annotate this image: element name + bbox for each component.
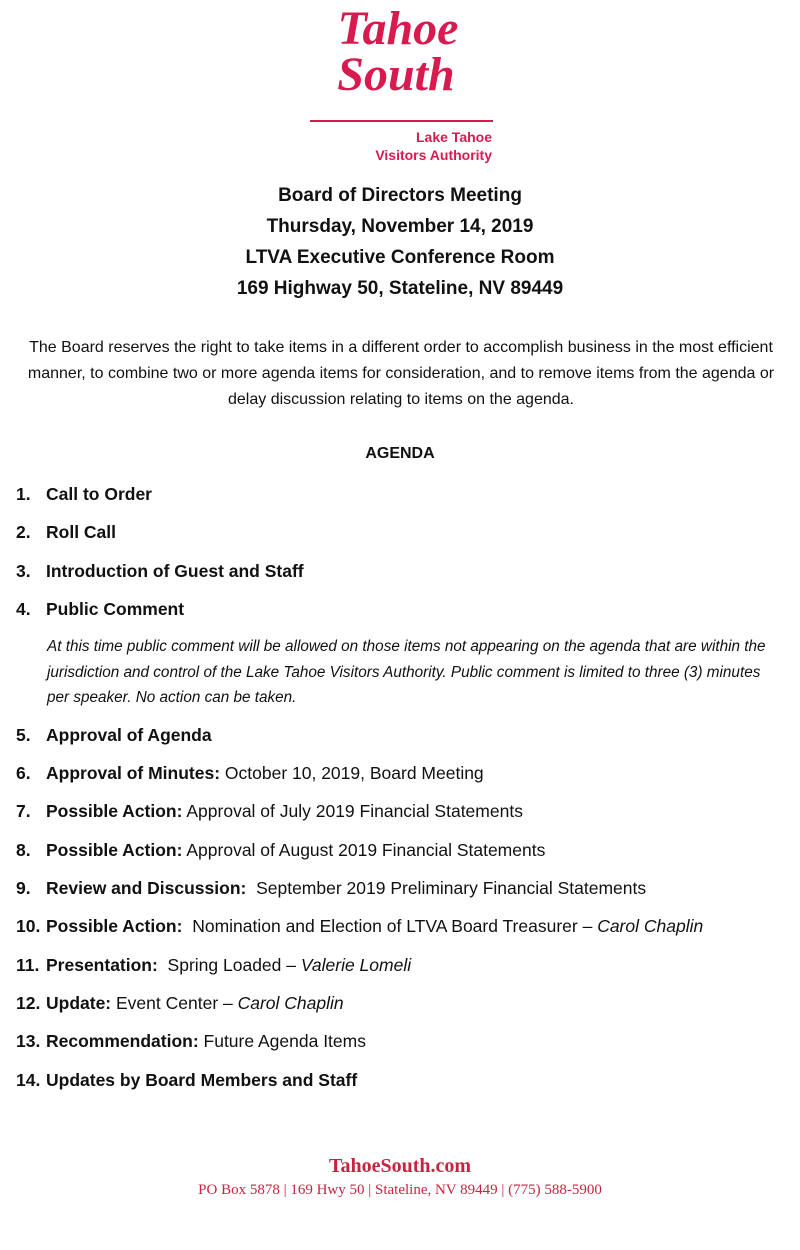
logo-org-line1: Lake Tahoe	[416, 129, 492, 145]
meeting-address: 169 Highway 50, Stateline, NV 89449	[236, 278, 564, 299]
agenda-item-9	[16, 878, 646, 899]
item-number: 8.	[16, 840, 31, 860]
item-number: 14.	[16, 1070, 41, 1090]
item-text: September 2019 Preliminary Financial Statements	[246, 878, 647, 898]
agenda-item-4	[16, 599, 184, 620]
item-label: Public Comment	[46, 599, 185, 619]
item-text: Spring Loaded –	[157, 955, 301, 975]
item-text: Nomination and Election of LTVA Board Treasurer –	[182, 916, 598, 936]
item-presenter: Carol Chaplin	[237, 993, 344, 1013]
item-label: Possible Action:	[46, 801, 183, 821]
item-number: 4.	[16, 599, 31, 619]
logo-line1: Tahoe	[337, 2, 459, 55]
item-number: 1.	[16, 484, 31, 504]
logo-org-line2: Visitors Authority	[375, 147, 492, 163]
agenda-item-1	[16, 484, 152, 505]
tahoe-south-logo	[300, 0, 500, 175]
intro-paragraph: The Board reserves the right to take items in a different order to accomplish business in the most efficient manner, to combine two or more agenda items for consideration, and to remove items from the agenda or delay discussion relating to items on the agenda.	[27, 339, 775, 408]
agenda-item-5	[16, 725, 212, 746]
item-number: 3.	[16, 561, 31, 581]
public-comment-note: At this time public comment will be allowed on those items not appearing on the agenda that are within the jurisdiction and control of the Lake Tahoe Visitors Authority. Public comment is limited to three (3) minutes per speaker. No action can be taken.	[47, 638, 766, 706]
item-label: Possible Action:	[46, 916, 183, 936]
item-text: Approval of July 2019 Financial Statements	[182, 801, 523, 821]
item-number: 10.	[16, 916, 41, 936]
item-text: Approval of August 2019 Financial Statements	[182, 840, 546, 860]
agenda-item-10	[16, 916, 703, 937]
item-label: Roll Call	[46, 522, 117, 542]
item-number: 5.	[16, 725, 31, 745]
item-number: 12.	[16, 993, 41, 1013]
item-text: Event Center –	[111, 993, 238, 1013]
item-number: 6.	[16, 763, 31, 783]
item-presenter: Valerie Lomeli	[300, 955, 412, 975]
meeting-header	[0, 180, 800, 304]
item-number: 13.	[16, 1031, 41, 1051]
agenda-item-3	[16, 561, 304, 582]
meeting-date: Thursday, November 14, 2019	[266, 216, 534, 237]
agenda-item-6	[16, 763, 484, 784]
agenda-item-8	[16, 840, 545, 861]
item-label: Review and Discussion:	[46, 878, 247, 898]
item-label: Updates by Board Members and Staff	[46, 1070, 358, 1090]
item-text: October 10, 2019, Board Meeting	[220, 763, 484, 783]
agenda-item-7	[16, 801, 523, 822]
meeting-title: Board of Directors Meeting	[278, 185, 522, 206]
logo-line2: South	[337, 48, 455, 101]
item-number: 7.	[16, 801, 31, 821]
agenda-item-2	[16, 522, 116, 543]
agenda-item-14	[16, 1070, 357, 1091]
item-label: Introduction of Guest and Staff	[46, 561, 304, 581]
item-label: Call to Order	[46, 484, 152, 504]
meeting-location: LTVA Executive Conference Room	[245, 247, 555, 268]
item-label: Possible Action:	[46, 840, 183, 860]
agenda-item-11	[16, 955, 411, 976]
footer-address: PO Box 5878 | 169 Hwy 50 | Stateline, NV 89449 | (775) 588-5900	[198, 1182, 602, 1198]
item-label: Approval of Agenda	[46, 725, 212, 745]
item-text: Future Agenda Items	[198, 1031, 366, 1051]
agenda-item-12	[16, 993, 344, 1014]
item-number: 2.	[16, 522, 31, 542]
item-label: Presentation:	[46, 955, 158, 975]
footer-website[interactable]: TahoeSouth.com	[328, 1155, 472, 1177]
item-label: Update:	[46, 993, 112, 1013]
item-number: 9.	[16, 878, 31, 898]
item-label: Approval of Minutes:	[46, 763, 221, 783]
agenda-item-13	[16, 1031, 366, 1052]
agenda-heading: AGENDA	[365, 445, 435, 462]
item-presenter: Carol Chaplin	[597, 916, 704, 936]
item-label: Recommendation:	[46, 1031, 199, 1051]
item-number: 11.	[16, 955, 40, 975]
